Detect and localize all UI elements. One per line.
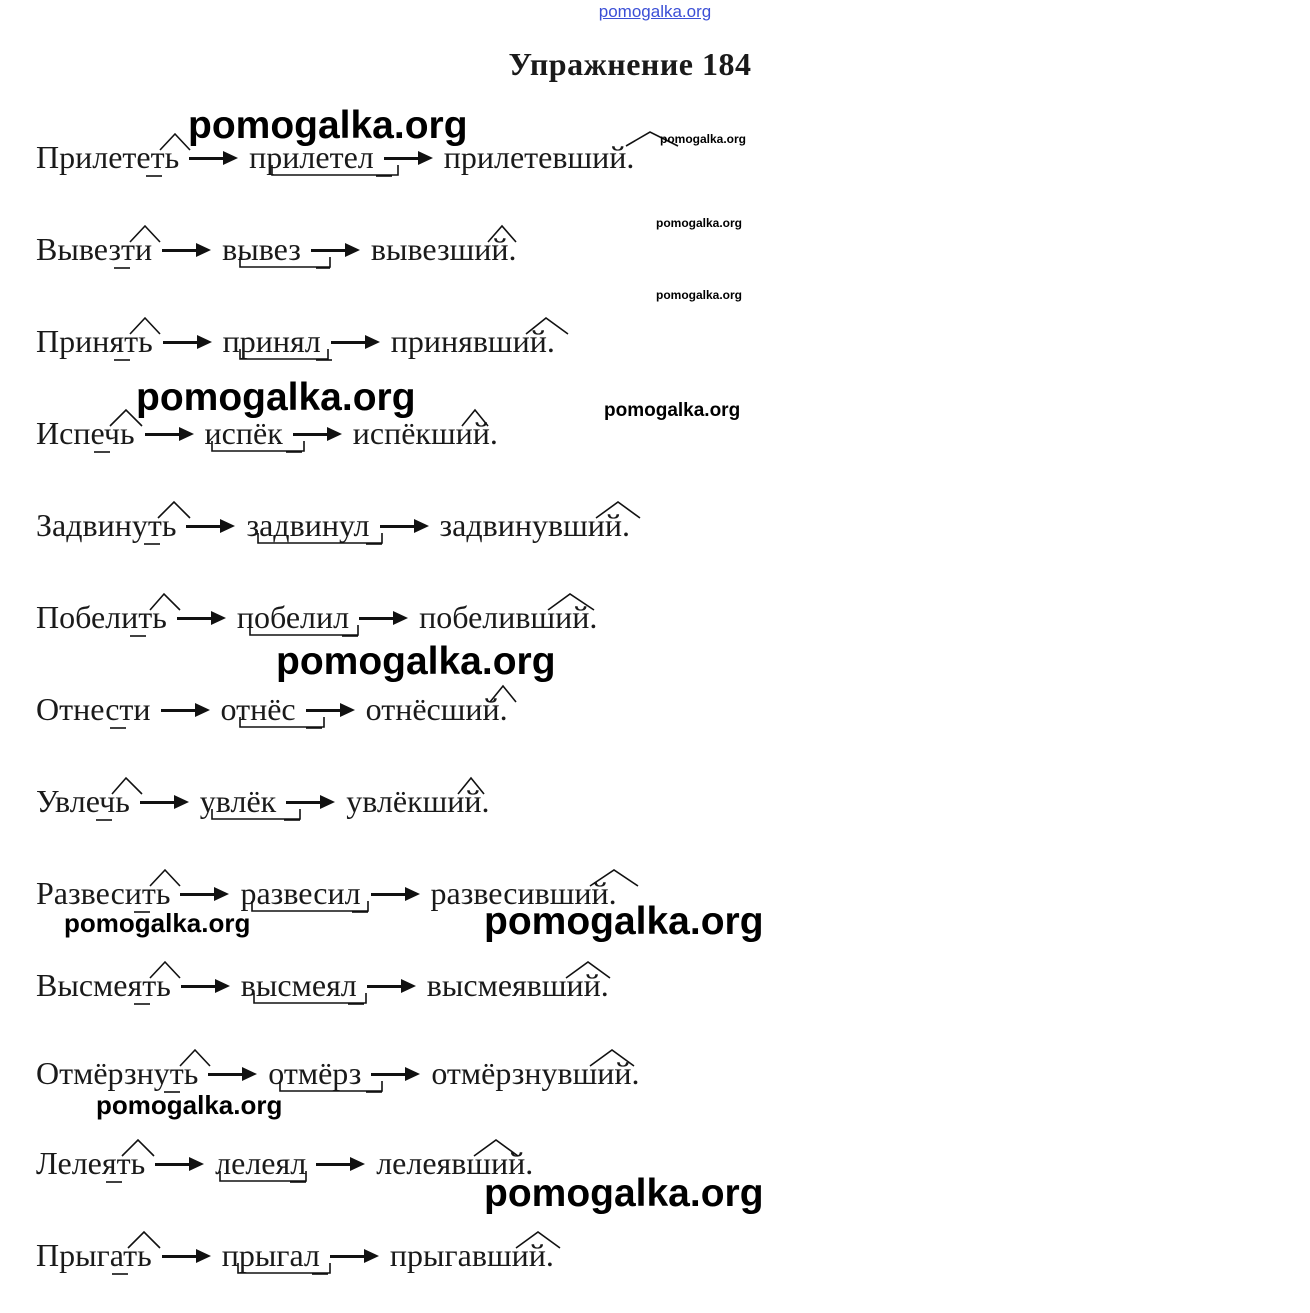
arrow-icon [371, 873, 421, 913]
arrow-icon [181, 965, 231, 1005]
arrow-icon [177, 597, 227, 637]
arrow-icon [380, 505, 430, 545]
participle: задвинувший. [439, 507, 630, 543]
watermark: pomogalka.org [188, 104, 468, 147]
arrow-icon [161, 689, 211, 729]
watermark: pomogalka.org [276, 640, 556, 683]
arrow-icon [286, 781, 336, 821]
row-6 [36, 597, 597, 637]
row-13 [36, 1235, 554, 1275]
past-form: увлёк [199, 783, 277, 819]
watermark: pomogalka.org [96, 1090, 283, 1120]
infinitive: Испечь [36, 415, 135, 451]
site-link[interactable]: pomogalka.org [598, 2, 712, 21]
row-10 [36, 965, 609, 1005]
past-form: принял [222, 323, 321, 359]
row-12 [36, 1143, 533, 1183]
arrow-icon [180, 873, 230, 913]
participle: прыгавший. [389, 1237, 554, 1273]
arrow-icon [331, 321, 381, 361]
participle: вывезший. [370, 231, 517, 267]
arrow-icon [359, 597, 409, 637]
arrow-icon [306, 689, 356, 729]
row-2 [36, 229, 517, 269]
infinitive: Лелеять [36, 1145, 146, 1181]
arrow-icon [163, 321, 213, 361]
past-form: побелил [236, 599, 350, 635]
infinitive: Отнести [36, 691, 151, 727]
arrow-icon [316, 1143, 366, 1183]
infinitive: Принять [36, 323, 153, 359]
watermark: pomogalka.org [136, 376, 416, 419]
participle: развесивший. [430, 875, 617, 911]
row-7 [36, 689, 508, 729]
participle: высмеявший. [426, 967, 609, 1003]
infinitive: Высмеять [36, 967, 171, 1003]
past-form: испёк [204, 415, 283, 451]
participle: лелеявший. [376, 1145, 534, 1181]
participle: испёкший. [352, 415, 498, 451]
watermark: pomogalka.org [484, 1172, 764, 1215]
row-8 [36, 781, 490, 821]
participle: отмёрзнувший. [431, 1055, 640, 1091]
watermark: pomogalka.org [660, 132, 747, 146]
participle: отнёсший. [365, 691, 508, 727]
participle: увлёкший. [346, 783, 490, 819]
infinitive: Увлечь [36, 783, 130, 819]
arrow-icon [330, 1235, 380, 1275]
arrow-icon [208, 1053, 258, 1093]
row-5 [36, 505, 630, 545]
past-form: прыгал [221, 1237, 320, 1273]
past-form: высмеял [240, 967, 357, 1003]
watermark: pomogalka.org [656, 288, 743, 302]
participle: побеливший. [419, 599, 598, 635]
arrow-icon [162, 229, 212, 269]
arrow-icon [367, 965, 417, 1005]
arrow-icon [155, 1143, 205, 1183]
infinitive: Задвинуть [36, 507, 177, 543]
infinitive: Развесить [36, 875, 171, 911]
arrow-icon [162, 1235, 212, 1275]
watermark: pomogalka.org [64, 908, 251, 938]
past-form: отнёс [220, 691, 296, 727]
infinitive: Прыгать [36, 1237, 152, 1273]
row-11 [36, 1053, 640, 1093]
past-form: прилетел [249, 139, 374, 175]
past-form: вывез [222, 231, 301, 267]
watermark: pomogalka.org [656, 216, 743, 230]
arrow-icon [311, 229, 361, 269]
exercise-title: Упражнение 184 [508, 46, 752, 82]
row-3 [36, 321, 555, 361]
past-form: отмёрз [268, 1055, 362, 1091]
past-form: лелеял [215, 1145, 307, 1181]
past-form: развесил [240, 875, 361, 911]
infinitive: Вывезти [36, 231, 153, 267]
participle: прилетевший. [443, 139, 635, 175]
past-form: задвинул [246, 507, 370, 543]
arrow-icon [371, 1053, 421, 1093]
participle: принявший. [390, 323, 555, 359]
watermark: pomogalka.org [484, 900, 764, 943]
watermark: pomogalka.org [604, 400, 741, 421]
arrow-icon [140, 781, 190, 821]
infinitive: Побелить [36, 599, 167, 635]
infinitive: Отмёрзнуть [36, 1055, 199, 1091]
arrow-icon [186, 505, 236, 545]
infinitive: Прилететь [36, 139, 180, 175]
